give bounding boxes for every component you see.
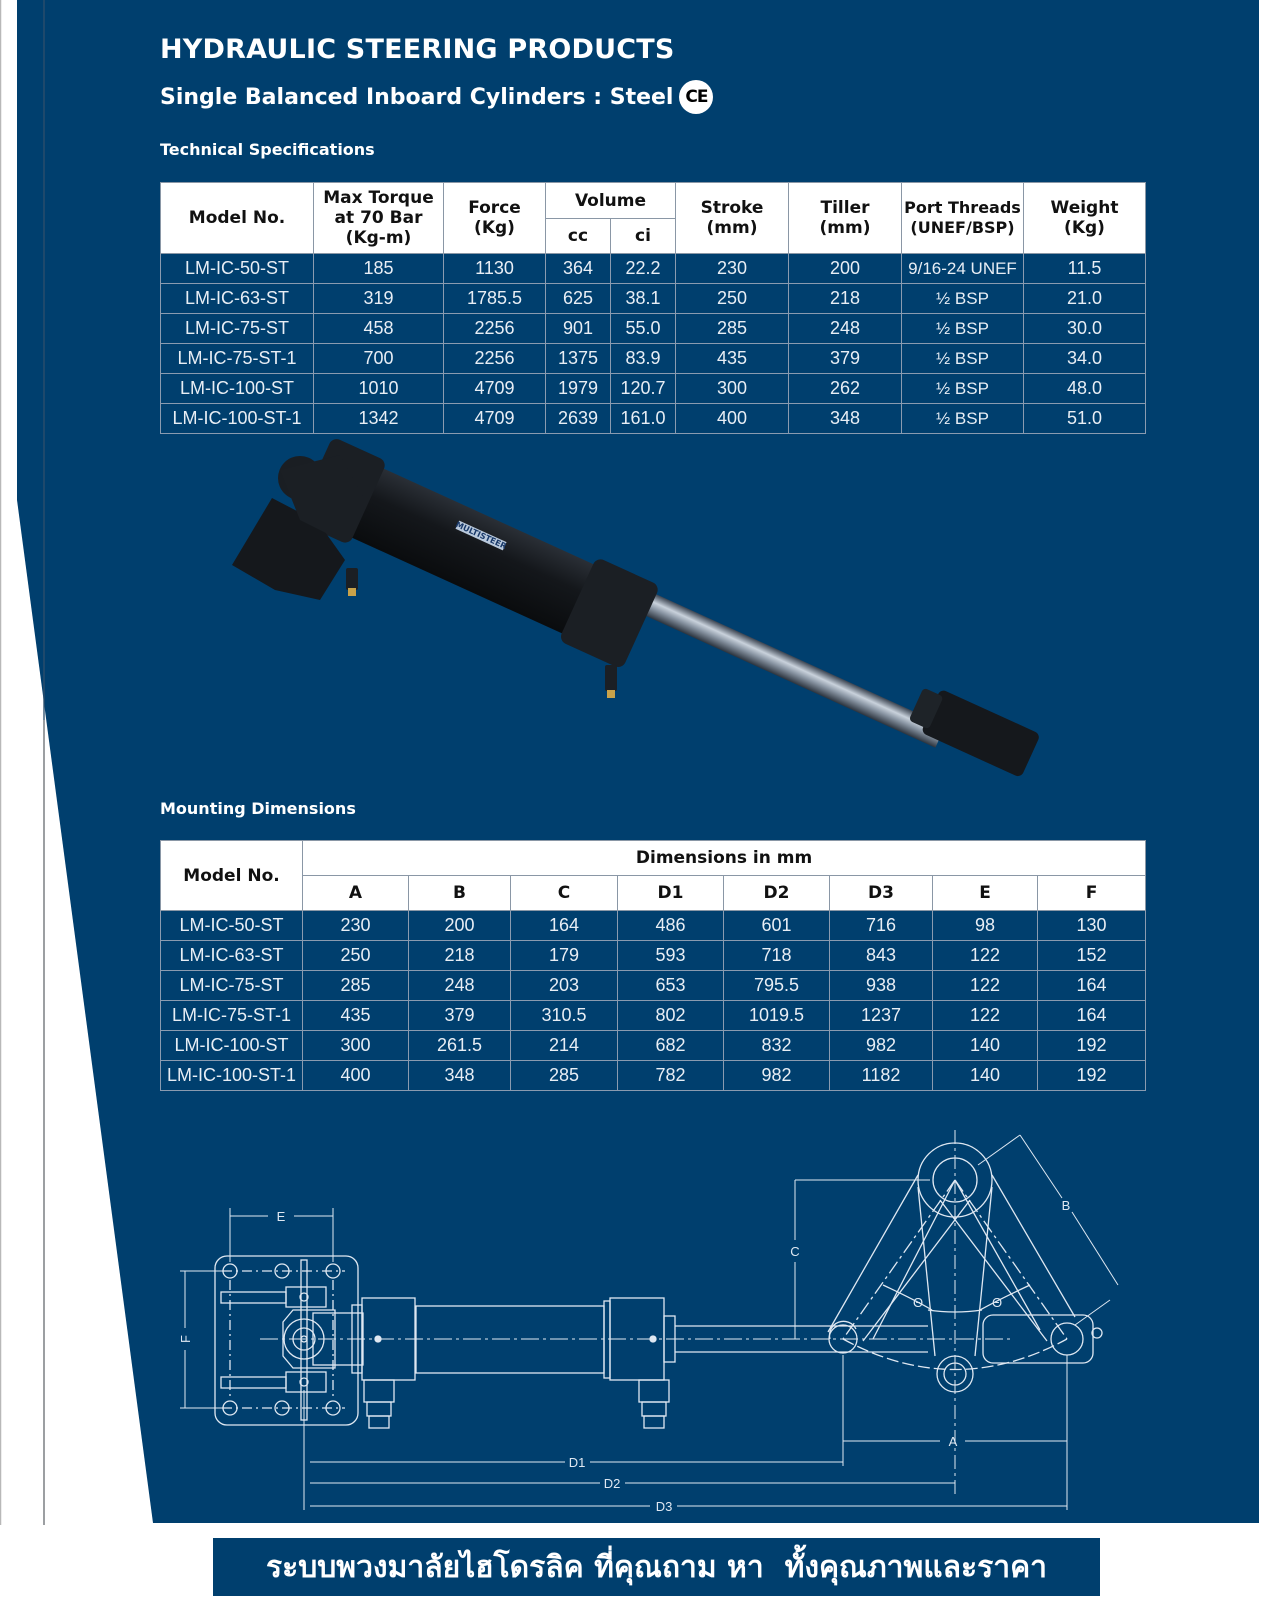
- dim-lines: [180, 1135, 1118, 1510]
- col-header-force: Force (Kg): [444, 183, 546, 254]
- cell-weight: 34.0: [1024, 344, 1146, 374]
- cell-d3: 1182: [830, 1061, 933, 1091]
- cell-e: 98: [933, 911, 1038, 941]
- mounting-heading: Mounting Dimensions: [160, 799, 356, 818]
- dim-label-b: B: [1061, 1198, 1071, 1213]
- dim-label-d2: D2: [603, 1476, 621, 1491]
- cell-stroke: 400: [676, 404, 789, 434]
- cell-d1: 593: [618, 941, 724, 971]
- cell-port: ½ BSP: [902, 284, 1024, 314]
- cell-d3: 1237: [830, 1001, 933, 1031]
- ce-mark-icon: CE: [679, 80, 713, 114]
- cell-b: 248: [409, 971, 511, 1001]
- cell-e: 122: [933, 1001, 1038, 1031]
- cell-c: 214: [511, 1031, 618, 1061]
- cell-torque: 700: [314, 344, 444, 374]
- cell-volume-ci: 161.0: [611, 404, 676, 434]
- cell-b: 200: [409, 911, 511, 941]
- cell-volume-ci: 22.2: [611, 254, 676, 284]
- cell-volume-cc: 901: [546, 314, 611, 344]
- cell-f: 130: [1038, 911, 1146, 941]
- cell-model: LM-IC-63-ST: [161, 941, 303, 971]
- cell-stroke: 435: [676, 344, 789, 374]
- col-header-model: Model No.: [161, 841, 303, 911]
- col-header-model: Model No.: [161, 183, 314, 254]
- bottom-banner: ระบบพวงมาลัยไฮโดรลิค ที่คุณถาม หา ทั้งคุณภาพและราคา: [213, 1538, 1100, 1596]
- cell-volume-cc: 2639: [546, 404, 611, 434]
- cell-d3: 982: [830, 1031, 933, 1061]
- brand-label-text: MULTISTEER: [454, 519, 508, 551]
- cell-f: 164: [1038, 1001, 1146, 1031]
- cell-model: LM-IC-100-ST-1: [161, 404, 314, 434]
- mounting-plate: [215, 1256, 358, 1425]
- tiller-arm: [828, 1130, 1102, 1495]
- cell-a: 400: [303, 1061, 409, 1091]
- cell-force: 4709: [444, 404, 546, 434]
- cell-d2: 795.5: [724, 971, 830, 1001]
- cell-volume-ci: 55.0: [611, 314, 676, 344]
- subtitle-text: Single Balanced Inboard Cylinders : Steel: [160, 84, 674, 110]
- col-header-dimensions: Dimensions in mm: [303, 841, 1146, 876]
- dim-label-d1: D1: [568, 1455, 586, 1470]
- cell-c: 310.5: [511, 1001, 618, 1031]
- cell-force: 2256: [444, 314, 546, 344]
- col-header-d2: D2: [724, 876, 830, 911]
- cell-d2: 982: [724, 1061, 830, 1091]
- col-header-volume-ci: ci: [611, 219, 676, 254]
- cell-force: 4709: [444, 374, 546, 404]
- dim-label-e: E: [276, 1209, 286, 1224]
- col-header-weight: Weight (Kg): [1024, 183, 1146, 254]
- cell-stroke: 230: [676, 254, 789, 284]
- cell-port: 9/16-24 UNEF: [902, 254, 1024, 284]
- col-header-port: Port Threads (UNEF/BSP): [902, 183, 1024, 254]
- col-header-d3: D3: [830, 876, 933, 911]
- cell-weight: 48.0: [1024, 374, 1146, 404]
- cell-torque: 319: [314, 284, 444, 314]
- col-header-b: B: [409, 876, 511, 911]
- cell-d1: 486: [618, 911, 724, 941]
- cell-volume-ci: 83.9: [611, 344, 676, 374]
- cell-weight: 11.5: [1024, 254, 1146, 284]
- col-header-f: F: [1038, 876, 1146, 911]
- col-header-a: A: [303, 876, 409, 911]
- cell-weight: 51.0: [1024, 404, 1146, 434]
- cell-a: 435: [303, 1001, 409, 1031]
- cell-model: LM-IC-75-ST-1: [161, 344, 314, 374]
- cell-tiller: 248: [789, 314, 902, 344]
- cell-d1: 682: [618, 1031, 724, 1061]
- cell-d2: 718: [724, 941, 830, 971]
- cell-stroke: 300: [676, 374, 789, 404]
- dim-label-a: A: [948, 1434, 958, 1449]
- cell-weight: 30.0: [1024, 314, 1146, 344]
- cell-model: LM-IC-75-ST: [161, 971, 303, 1001]
- cell-e: 140: [933, 1031, 1038, 1061]
- cell-force: 2256: [444, 344, 546, 374]
- cell-model: LM-IC-75-ST-1: [161, 1001, 303, 1031]
- tech-specs-heading: Technical Specifications: [160, 140, 375, 159]
- cell-c: 203: [511, 971, 618, 1001]
- cell-volume-cc: 625: [546, 284, 611, 314]
- cell-e: 122: [933, 971, 1038, 1001]
- cell-model: LM-IC-63-ST: [161, 284, 314, 314]
- cell-a: 285: [303, 971, 409, 1001]
- cell-a: 250: [303, 941, 409, 971]
- col-header-d1: D1: [618, 876, 724, 911]
- cell-port: ½ BSP: [902, 344, 1024, 374]
- cell-tiller: 379: [789, 344, 902, 374]
- cell-d3: 843: [830, 941, 933, 971]
- dim-label-d3: D3: [655, 1499, 673, 1514]
- angle-label-right: Θ: [991, 1295, 1003, 1310]
- cell-c: 164: [511, 911, 618, 941]
- cell-b: 379: [409, 1001, 511, 1031]
- dim-label-c: C: [790, 1244, 800, 1259]
- cell-port: ½ BSP: [902, 374, 1024, 404]
- cell-volume-ci: 120.7: [611, 374, 676, 404]
- cell-f: 164: [1038, 971, 1146, 1001]
- cell-d1: 802: [618, 1001, 724, 1031]
- cell-force: 1785.5: [444, 284, 546, 314]
- cell-model: LM-IC-100-ST: [161, 374, 314, 404]
- cell-d1: 653: [618, 971, 724, 1001]
- cell-d2: 601: [724, 911, 830, 941]
- cell-model: LM-IC-75-ST: [161, 314, 314, 344]
- page-title: HYDRAULIC STEERING PRODUCTS: [160, 34, 675, 65]
- cell-model: LM-IC-100-ST-1: [161, 1061, 303, 1091]
- cell-port: ½ BSP: [902, 404, 1024, 434]
- cell-tiller: 348: [789, 404, 902, 434]
- cell-torque: 1010: [314, 374, 444, 404]
- dim-label-f: F: [178, 1335, 193, 1343]
- cell-torque: 185: [314, 254, 444, 284]
- cell-volume-cc: 1979: [546, 374, 611, 404]
- col-header-stroke: Stroke (mm): [676, 183, 789, 254]
- cell-torque: 1342: [314, 404, 444, 434]
- cell-d3: 716: [830, 911, 933, 941]
- cell-f: 192: [1038, 1031, 1146, 1061]
- cell-model: LM-IC-50-ST: [161, 911, 303, 941]
- cell-f: 152: [1038, 941, 1146, 971]
- cell-tiller: 218: [789, 284, 902, 314]
- cell-volume-ci: 38.1: [611, 284, 676, 314]
- cell-a: 300: [303, 1031, 409, 1061]
- cell-tiller: 200: [789, 254, 902, 284]
- cell-tiller: 262: [789, 374, 902, 404]
- cell-model: LM-IC-50-ST: [161, 254, 314, 284]
- angle-label-left: Θ: [912, 1295, 924, 1310]
- col-header-torque: Max Torque at 70 Bar (Kg-m): [314, 183, 444, 254]
- cell-weight: 21.0: [1024, 284, 1146, 314]
- cell-c: 285: [511, 1061, 618, 1091]
- cell-torque: 458: [314, 314, 444, 344]
- cell-model: LM-IC-100-ST: [161, 1031, 303, 1061]
- col-header-c: C: [511, 876, 618, 911]
- cell-stroke: 285: [676, 314, 789, 344]
- cell-volume-cc: 364: [546, 254, 611, 284]
- col-header-e: E: [933, 876, 1038, 911]
- cell-volume-cc: 1375: [546, 344, 611, 374]
- cell-b: 261.5: [409, 1031, 511, 1061]
- cell-c: 179: [511, 941, 618, 971]
- col-header-volume-cc: cc: [546, 219, 611, 254]
- cell-e: 122: [933, 941, 1038, 971]
- cell-d3: 938: [830, 971, 933, 1001]
- cell-b: 348: [409, 1061, 511, 1091]
- cell-stroke: 250: [676, 284, 789, 314]
- cell-f: 192: [1038, 1061, 1146, 1091]
- cell-b: 218: [409, 941, 511, 971]
- cell-d2: 1019.5: [724, 1001, 830, 1031]
- col-header-volume: Volume: [546, 183, 676, 219]
- cell-force: 1130: [444, 254, 546, 284]
- cell-e: 140: [933, 1061, 1038, 1091]
- cell-d1: 782: [618, 1061, 724, 1091]
- cell-d2: 832: [724, 1031, 830, 1061]
- col-header-tiller: Tiller (mm): [789, 183, 902, 254]
- cell-a: 230: [303, 911, 409, 941]
- cell-port: ½ BSP: [902, 314, 1024, 344]
